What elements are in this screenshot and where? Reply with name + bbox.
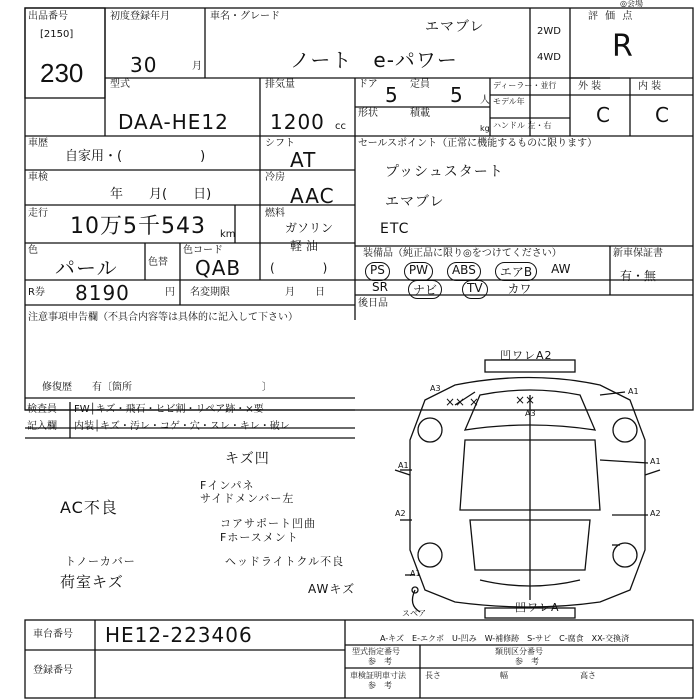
width-label: 幅 bbox=[500, 671, 508, 680]
cert-label: 車検証明車寸法 bbox=[350, 671, 406, 680]
color-value: パール bbox=[55, 256, 118, 280]
lot-number: 230 bbox=[40, 58, 84, 88]
mark-a1-l3: A1 bbox=[410, 569, 421, 578]
model-label: 型式 bbox=[110, 79, 130, 90]
shift-label: シフト bbox=[265, 138, 295, 149]
equipment-row-2 bbox=[372, 280, 532, 299]
door-label: ドア bbox=[358, 79, 378, 90]
class-ref: 参 考 bbox=[515, 657, 539, 666]
remark-core-1: コアサポート凹曲 bbox=[220, 517, 316, 530]
equip-leather: カワ bbox=[507, 282, 532, 296]
displacement-value: 1200 bbox=[270, 110, 325, 134]
equipment-label: 装備品（純正品に限り◎をつけてください） bbox=[363, 248, 562, 259]
inspector-row-2: 内装│キズ・汚レ・コゲ・穴・スレ・キレ・破レ bbox=[74, 421, 290, 432]
equip-navi: ナビ bbox=[408, 280, 442, 299]
warranty-label: 新車保証書 bbox=[613, 248, 663, 259]
equip-abs: ABS bbox=[447, 262, 481, 281]
fuel-gas: ガソリン bbox=[285, 221, 334, 235]
type-label: 型式指定番号 bbox=[352, 647, 400, 656]
first-reg-label: 初度登録年月 bbox=[110, 11, 170, 22]
warranty-value: 有・無 bbox=[620, 269, 657, 283]
remark-tonneau: トノーカバー bbox=[65, 555, 136, 568]
mark-a2-l: A2 bbox=[395, 509, 406, 518]
recycle-value: 8190 bbox=[75, 281, 130, 305]
remark-top: キズ凹 bbox=[225, 451, 270, 467]
mark-a2-l2: A2 bbox=[650, 509, 661, 518]
shift-value: AT bbox=[290, 148, 317, 172]
equip-airbag: エアB bbox=[495, 262, 537, 281]
interior-value: C bbox=[655, 103, 670, 127]
remark-f-1: Fインパネ bbox=[200, 479, 255, 492]
mark-a1-l1: A1 bbox=[398, 461, 409, 470]
history-label: 車歴 bbox=[28, 138, 48, 149]
mark-a1-r2: A1 bbox=[650, 457, 661, 466]
exterior-value: C bbox=[596, 103, 611, 127]
remark-core-2: Fホースメント bbox=[220, 531, 299, 544]
selling-point-3: ETC bbox=[380, 221, 410, 237]
remark-f-2: サイドメンバー左 bbox=[200, 492, 295, 505]
model-year-label: モデル年 bbox=[493, 97, 525, 106]
chassis-value: HE12-223406 bbox=[105, 623, 253, 647]
equip-sr: SR bbox=[372, 280, 388, 294]
equip-aw: AW bbox=[551, 262, 571, 276]
name-change-value: 月 日 bbox=[285, 287, 325, 298]
mark-bottom: 凹ワレA bbox=[515, 601, 560, 614]
equipment-row-1 bbox=[365, 262, 570, 281]
mark-spare: スペア bbox=[402, 609, 426, 618]
remark-luggage: 荷室キズ bbox=[60, 573, 124, 591]
class-label: 類別区分番号 bbox=[495, 647, 543, 656]
lot-label: 出品番号 bbox=[28, 11, 68, 22]
inspector-label-2: 記入欄 bbox=[27, 421, 57, 432]
color-label: 色 bbox=[28, 245, 38, 256]
mileage-label: 走行 bbox=[28, 208, 48, 219]
reg-label: 登録番号 bbox=[33, 665, 73, 676]
drive-4wd: 4WD bbox=[537, 52, 561, 63]
inspector-row-1: FW│キズ・飛石・ヒビ割・リペア跡・×要 bbox=[74, 404, 264, 415]
chassis-label: 車台番号 bbox=[33, 629, 73, 640]
color-change-label: 色替 bbox=[148, 257, 168, 268]
type-ref: 参 考 bbox=[368, 657, 392, 666]
equip-pw: PW bbox=[404, 262, 433, 281]
lot-sub: [2150] bbox=[40, 29, 74, 40]
recycle-label: R券 bbox=[28, 287, 45, 298]
person-unit: 人 bbox=[480, 95, 490, 106]
equip-ps: PS bbox=[365, 262, 390, 281]
history-value: 自家用・( ) bbox=[65, 149, 206, 164]
rear-seat-label: 後日品 bbox=[358, 298, 388, 309]
mark-xx-mid: ×× bbox=[515, 393, 536, 407]
legend: A-キズ E-エクボ U-凹み W-補修跡 S-サビ C-腐食 XX-交換済 bbox=[380, 634, 630, 643]
mark-a3-left: A3 bbox=[430, 384, 441, 393]
inspection-label: 車検 bbox=[28, 172, 48, 183]
name-change-label: 名変期限 bbox=[190, 287, 230, 298]
mark-top: 凹ワレA2 bbox=[500, 349, 553, 362]
capacity-value: 5 bbox=[450, 83, 464, 107]
fuel-label: 燃料 bbox=[265, 208, 285, 219]
color-code-label: 色コード bbox=[183, 245, 223, 256]
selling-points-label: セールスポイント（正常に機能するものに限ります） bbox=[358, 138, 598, 149]
ac-value: AAC bbox=[290, 184, 335, 208]
top-right-mark: ◎会場 bbox=[620, 0, 643, 8]
mark-xx-left: ×× × bbox=[445, 395, 479, 409]
mark-a1-r1: A1 bbox=[628, 387, 639, 396]
mark-a3-mid: A3 bbox=[525, 409, 536, 418]
remark-headlight: ヘッドライトクル不良 bbox=[225, 555, 345, 568]
carname-value: ノート e-パワー bbox=[290, 48, 458, 72]
drive-2wd: 2WD bbox=[537, 26, 561, 37]
model-value: DAA-HE12 bbox=[118, 110, 229, 134]
length-label: 長さ bbox=[425, 671, 441, 680]
inspector-label-1: 検査員 bbox=[27, 404, 57, 415]
eval-label: 評 価 点 bbox=[588, 11, 635, 22]
fuel-diesel: 軽 油 bbox=[290, 239, 318, 253]
selling-point-2: エマブレ bbox=[385, 194, 445, 210]
month-unit: 月 bbox=[192, 61, 202, 72]
capacity-label: 定員 bbox=[410, 79, 430, 90]
displacement-label: 排気量 bbox=[265, 79, 295, 90]
color-code-value: QAB bbox=[195, 256, 242, 280]
cert-ref: 参 考 bbox=[368, 681, 392, 690]
first-reg-value: 30 bbox=[130, 53, 158, 77]
ac-label: 冷房 bbox=[265, 172, 285, 183]
dealer-label: ディーラー・並行 bbox=[493, 81, 557, 90]
shape-label: 形状 bbox=[358, 108, 378, 119]
exterior-label: 外 装 bbox=[578, 81, 602, 92]
handle-label: ハンドル 左・右 bbox=[493, 121, 552, 130]
cc-unit: cc bbox=[335, 121, 346, 132]
repair-label: 修復歴 有〔箇所 〕 bbox=[42, 382, 272, 393]
notes-label: 注意事項申告欄（不具合内容等は具体的に記入して下さい） bbox=[28, 312, 298, 323]
inspection-value: 年 月( 日) bbox=[110, 187, 212, 202]
grade-value: エマブレ bbox=[425, 19, 485, 35]
remark-ac: AC不良 bbox=[60, 498, 118, 517]
kg-unit: kg bbox=[480, 124, 490, 133]
equip-tv: TV bbox=[462, 280, 488, 299]
remark-aw: AWキズ bbox=[308, 582, 356, 596]
mileage-value: 10万5千543 bbox=[70, 214, 206, 239]
km-unit: km bbox=[220, 229, 236, 240]
carname-label: 車名・グレード bbox=[210, 11, 280, 22]
yen-unit: 円 bbox=[165, 287, 175, 298]
interior-label: 内 装 bbox=[638, 81, 662, 92]
eval-value: R bbox=[612, 29, 633, 64]
selling-point-1: プッシュスタート bbox=[385, 164, 504, 180]
fuel-paren: ( ) bbox=[270, 261, 328, 275]
height-label: 高さ bbox=[580, 671, 596, 680]
load-label: 積載 bbox=[410, 108, 430, 119]
door-value: 5 bbox=[385, 83, 399, 107]
